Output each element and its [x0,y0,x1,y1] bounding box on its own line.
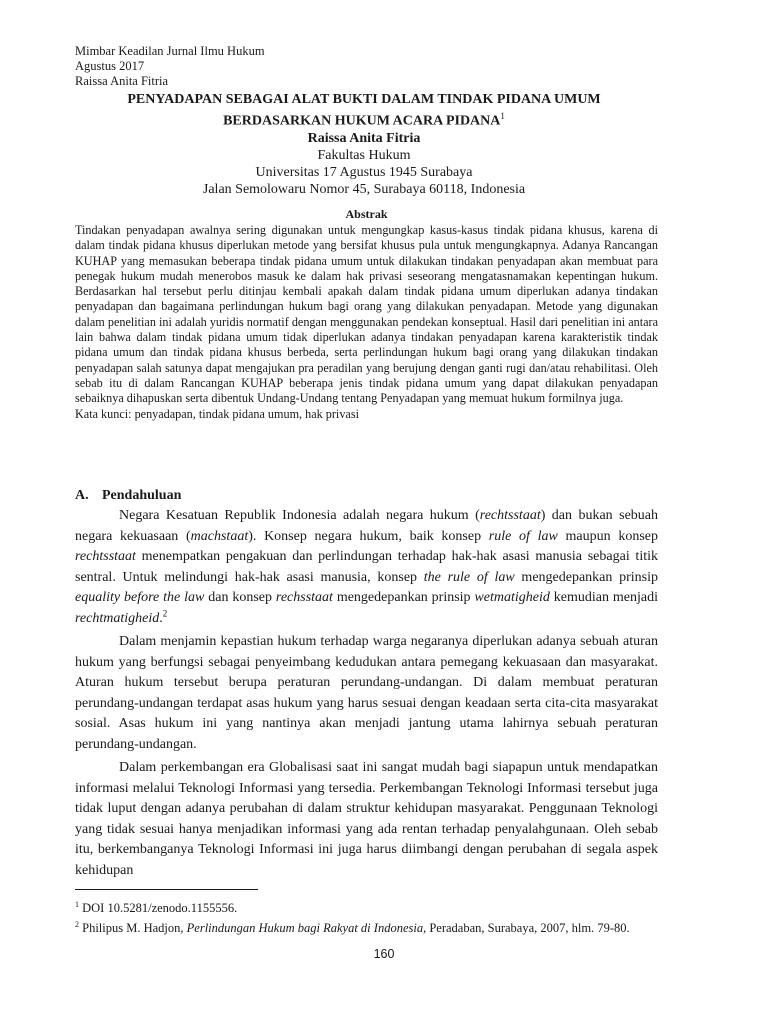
title-footnote-marker[interactable]: 1 [500,111,505,121]
footnotes [75,897,660,936]
title-block [60,91,668,198]
footnote-2: $^2$ Philipus M. Hadjon, Perlindungan Hukum bagi Rakyat di Indonesia, Peradaban, Surabaya, 2007, hlm. 79-80. [75,919,630,935]
body-text [75,506,658,881]
paragraph-1: Negara Kesatuan Republik Indonesia adalah negara hukum (rechtsstaat) dan bukan sebuah negara kekuasaan (machstaat). Konsep negara hukum, baik konsep rule of law maupun konsep rechtsstaat menempatkan pengakuan dan perlindungan terhadap hak-hak asasi manusia sebagai titik sentral. Untuk melindungi hak-hak asasi manusia, konsep the rule of law mengedepankan prinsip equality before the law dan konsep rechsstaat mengedepankan prinsip wetmatigheid kemudian menjadi rechtmatigheid.$^2$ [75,508,659,626]
author-address: Jalan Semolowaru Nomor 45, Surabaya 60118, Indonesia [202,181,526,197]
paper-title-line-1: PENYADAPAN SEBAGAI ALAT BUKTI DALAM TINDAK PIDANA UMUM [127,92,601,107]
keywords: Kata kunci: penyadapan, tindak pidana umum, hak privasi [75,406,359,421]
footnote-1: $^1$ DOI 10.5281/zenodo.1155556. [75,900,238,916]
paper-title-line-2: BERDASARKAN HUKUM ACARA PIDANA$^1$ [223,111,505,129]
author-name: Raissa Anita Fitria [307,130,421,146]
abstract-heading: Abstrak [345,207,388,221]
page-number: 160 [373,947,395,961]
paragraph-3: Dalam perkembangan era Globalisasi saat ini sangat mudah bagi siapapun untuk mendapatkan informasi melalui Teknologi Informasi yang tersedia. Perkembangan Teknologi Informasi tersebut juga tidak luput dengan adanya perubahan di dalam struktur kehidupan masyarakat. Penggunaan Teknologi yang tidak sesuai hanya menjadikan informasi yang ada rentan terhadap penyalahgunaan. Oleh sebab itu, berkembanganya Teknologi Informasi ini juga harus diimbangi dengan perubahan di segala aspek kehidupan [75,760,658,878]
footnote-divider [75,889,258,890]
abstract [75,223,658,422]
issue-date: Agustus 2017 [75,59,145,73]
section-title: Pendahuluan [102,488,182,503]
journal-name: Mimbar Keadilan Jurnal Ilmu Hukum [75,44,265,58]
author-university: Universitas 17 Agustus 1945 Surabaya [255,164,473,180]
section-number: A. [75,488,89,503]
running-header [75,44,265,89]
paragraph-2: Dalam menjamin kepastian hukum terhadap warga negaranya diperlukan adanya sebuah aturan hukum yang berfungsi sebagai penyeimbang kedudukan antara pemegang kekuasaan dan masyarakat. Aturan hukum tersebut berupa peraturan perundang-undangan. Di dalam membuat peraturan perundang-undangan terdapat asas hukum yang harus sesuai dengan keadaan serta cita-cita masyarakat sosial. Asas hukum ini yang nantinya akan menjadi jantung utama lahirnya sebuah peraturan perundang-undangan. [75,634,658,752]
section-heading [75,487,181,504]
abstract-text: Tindakan penyadapan awalnya sering digunakan untuk mengungkap kasus-kasus tindak pidana khusus, karena di dalam tindak pidana khusus diperlukan metode yang bersifat khusus pula untuk mengungkapnya. Adanya Rancangan KUHAP yang memasukan beberapa tindak pidana umum untuk dilakukan tindakan penyadapan akan membuat para penegak hukum mudah menerobos masuk ke dalam hak privasi seseorang mengatasnamakan kepentingan hukum. Berdasarkan hal tersebut perlu ditinjau kembali apakah dalam tindak pidana umum diperlukan adanya tindakan penyadapan dan bagaimana perlindungan hukum bagi orang yang dilakukan penyadapan. Metode yang digunakan dalam penelitian ini adalah yuridis normatif dengan menggunakan pendekan konseptual. Hasil dari penelitian ini antara lain bahwa dalam tindak pidana umum tidak diperlukan adanya tindakan penyadapan karena karakteristik tindak pidana umum dan tindak pidana khusus berbeda, serta perlindungan hukum bagi orang yang dilakukan tindakan penyadapan salah satunya dapat mengajukan pra peradilan yang berujung dengan ganti rugi dan/atau rehabilitasi. Oleh sebab itu di dalam Rancangan KUHAP beberapa jenis tindak pidana umum yang dapat dilakukan penyadapan sebaiknya dihapuskan serta dibentuk Undang-Undang tentang Penyadapan yang memuat hukum formilnya juga. [75,223,658,406]
author-faculty: Fakultas Hukum [317,147,411,163]
header-author: Raissa Anita Fitria [75,74,169,88]
footnote-ref-2[interactable]: 2 [162,607,168,618]
